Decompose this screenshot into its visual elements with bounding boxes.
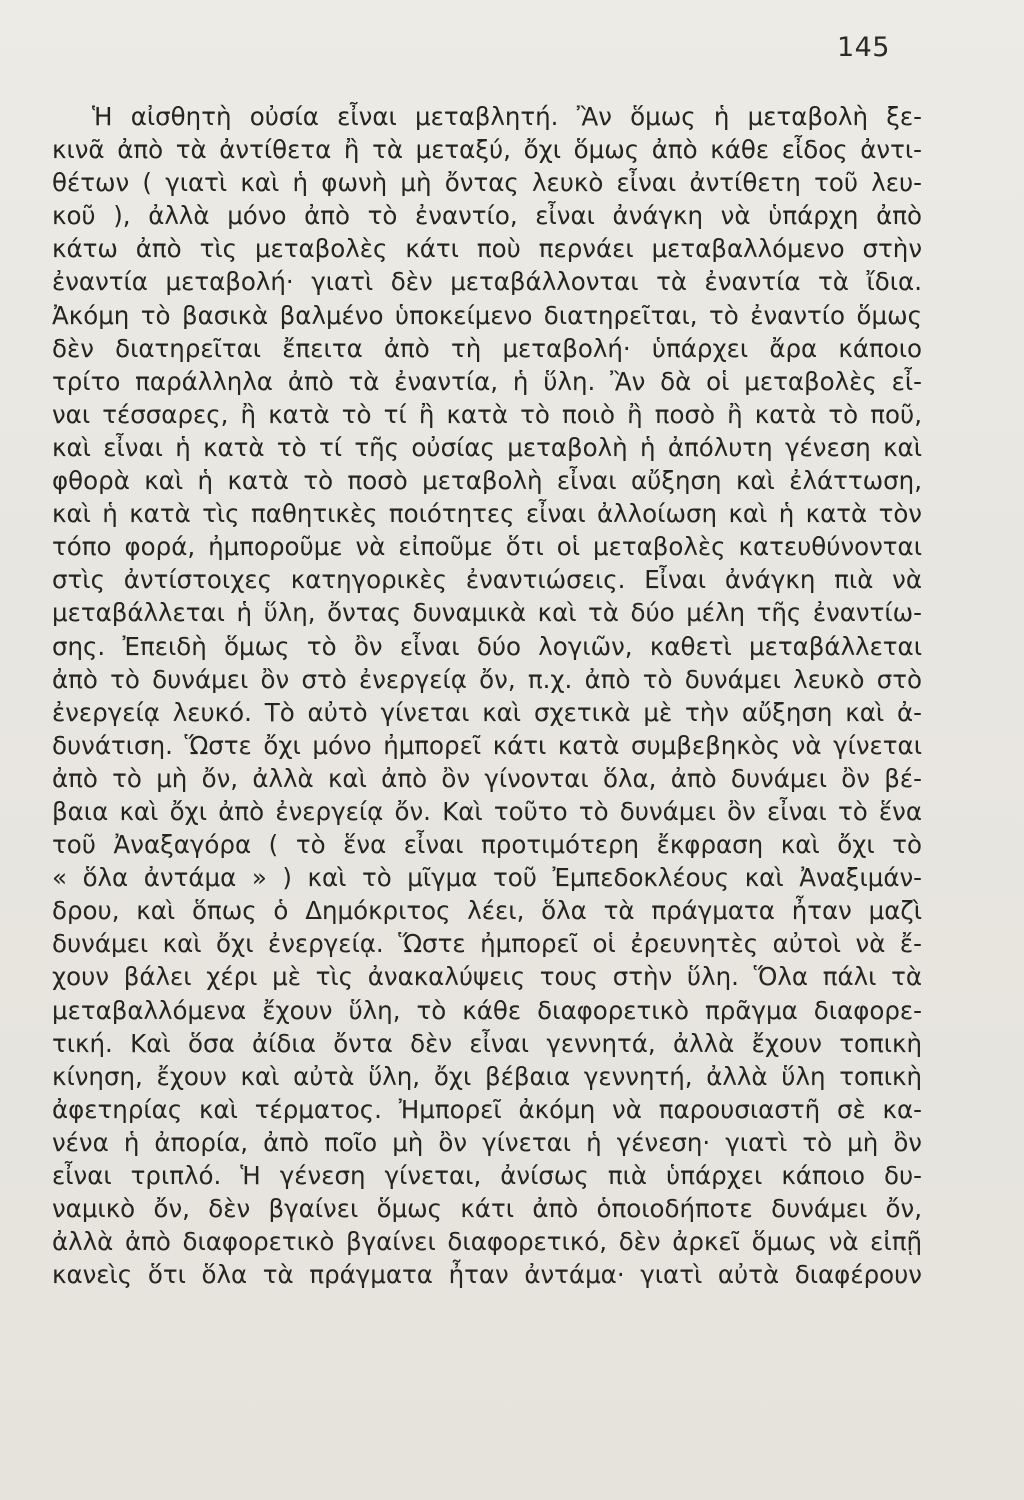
text-line: κανεὶς ὅτι ὅλα τὰ πράγματα ἦταν ἀντάμα· γιατὶ αὐτὰ διαφέρουν [52,1260,922,1290]
text-line: δυνάμει καὶ ὄχι ἐνεργείᾳ. Ὥστε ἠμπορεῖ οἱ ἐρευνητὲς αὐτοὶ νὰ ἔ- [52,929,922,959]
text-line: τική. Καὶ ὅσα ἀίδια ὄντα δὲν εἶναι γεννητά, ἀλλὰ ἔχουν τοπικὴ [52,1028,922,1058]
text-line: ἐναντία μεταβολή· γιατὶ δὲν μεταβάλλονται τὰ ἐναντία τὰ ἴδια. [52,267,922,297]
text-line: τόπο φορά, ἠμποροῦμε νὰ εἰποῦμε ὅτι οἱ μεταβολὲς κατευθύνονται [52,532,922,562]
text-line: τρίτο παράλληλα ἀπὸ τὰ ἐναντία, ἡ ὕλη. Ἂν δὰ οἱ μεταβολὲς εἶ- [52,366,922,396]
text-line: ἀπὸ τὸ δυνάμει ὂν στὸ ἐνεργείᾳ ὄν, π.χ. ἀπὸ τὸ δυνάμει λευκὸ στὸ [52,664,922,694]
text-line: στὶς ἀντίστοιχες κατηγορικὲς ἐναντιώσεις. Εἶναι ἀνάγκη πιὰ νὰ [52,565,922,595]
text-line: ναμικὸ ὄν, δὲν βγαίνει ὅμως κάτι ἀπὸ ὁποιοδήποτε δυνάμει ὄν, [52,1194,922,1224]
text-line: θέτων ( γιατὶ καὶ ἡ φωνὴ μὴ ὄντας λευκὸ εἶναι ἀντίθετη τοῦ λευ- [52,168,922,198]
text-line: φθορὰ καὶ ἡ κατὰ τὸ ποσὸ μεταβολὴ εἶναι αὔξηση καὶ ἐλάττωση, [52,466,922,496]
text-line: κινᾶ ἀπὸ τὰ ἀντίθετα ἢ τὰ μεταξύ, ὄχι ὅμως ἀπὸ κάθε εἶδος ἀντι- [52,135,922,165]
text-line: ναι τέσσαρες, ἢ κατὰ τὸ τί ἢ κατὰ τὸ ποιὸ ἢ ποσὸ ἢ κατὰ τὸ ποῦ, [52,399,922,429]
text-line: κοῦ ), ἀλλὰ μόνο ἀπὸ τὸ ἐναντίο, εἶναι ἀνάγκη νὰ ὑπάρχη ἀπὸ [52,201,922,231]
page-number: 145 [836,32,890,63]
text-line: σης. Ἐπειδὴ ὅμως τὸ ὂν εἶναι δύο λογιῶν, καθετὶ μεταβάλλεται [52,631,922,661]
text-line: μεταβαλλόμενα ἔχουν ὕλη, τὸ κάθε διαφορετικὸ πρᾶγμα διαφορε- [52,995,922,1025]
text-line: καὶ ἡ κατὰ τὶς παθητικὲς ποιότητες εἶναι ἀλλοίωση καὶ ἡ κατὰ τὸν [52,499,922,529]
text-line: ἀλλὰ ἀπὸ διαφορετικὸ βγαίνει διαφορετικό, δὲν ἀρκεῖ ὅμως νὰ εἰπῇ [52,1227,922,1257]
text-line: « ὅλα ἀντάμα » ) καὶ τὸ μῖγμα τοῦ Ἐμπεδοκλέους καὶ Ἀναξιμάν- [52,863,922,893]
text-line: δρου, καὶ ὅπως ὁ Δημόκριτος λέει, ὅλα τὰ πράγματα ἦταν μαζὶ [52,896,922,926]
text-line: ἐνεργείᾳ λευκό. Τὸ αὐτὸ γίνεται καὶ σχετικὰ μὲ τὴν αὔξηση καὶ ἀ- [52,697,922,727]
text-line: δὲν διατηρεῖται ἔπειτα ἀπὸ τὴ μεταβολή· ὑπάρχει ἄρα κάποιο [52,333,922,363]
text-line: κάτω ἀπὸ τὶς μεταβολὲς κάτι ποὺ περνάει μεταβαλλόμενο στὴν [52,234,922,264]
text-line: ἀφετηρίας καὶ τέρματος. Ἠμπορεῖ ἀκόμη νὰ παρουσιαστῆ σὲ κα- [52,1094,922,1124]
text-line: εἶναι τριπλό. Ἡ γένεση γίνεται, ἀνίσως πιὰ ὑπάρχει κάποιο δυ- [52,1161,922,1190]
text-line: νένα ἡ ἀπορία, ἀπὸ ποῖο μὴ ὂν γίνεται ἡ γένεση· γιατὶ τὸ μὴ ὂν [52,1127,922,1157]
body-text [52,100,922,1324]
text-line: ἀπὸ τὸ μὴ ὄν, ἀλλὰ καὶ ἀπὸ ὂν γίνονται ὅλα, ἀπὸ δυνάμει ὂν βέ- [52,763,922,793]
text-line: κίνηση, ἔχουν καὶ αὐτὰ ὕλη, ὄχι βέβαια γεννητή, ἀλλὰ ὕλη τοπικὴ [52,1061,922,1091]
text-line: Ἀκόμη τὸ βασικὰ βαλμένο ὑποκείμενο διατηρεῖται, τὸ ἐναντίο ὅμως [52,300,922,330]
text-line: καὶ εἶναι ἡ κατὰ τὸ τί τῆς οὐσίας μεταβολὴ ἡ ἀπόλυτη γένεση καὶ [52,432,922,462]
text-line [52,1291,922,1324]
text-line: τοῦ Ἀναξαγόρα ( τὸ ἕνα εἶναι προτιμότερη ἔκφραση καὶ ὄχι τὸ [52,830,922,860]
text-line: βαια καὶ ὄχι ἀπὸ ἐνεργείᾳ ὄν. Καὶ τοῦτο τὸ δυνάμει ὂν εἶναι τὸ ἕνα [52,796,922,826]
text-line: μεταβάλλεται ἡ ὕλη, ὄντας δυναμικὰ καὶ τὰ δύο μέλη τῆς ἐναντίω- [52,598,922,628]
text-line: Ἡ αἰσθητὴ οὐσία εἶναι μεταβλητή. Ἂν ὅμως ἡ μεταβολὴ ξε- [92,102,922,131]
text-line: δυνάτιση. Ὥστε ὄχι μόνο ἠμπορεῖ κάτι κατὰ συμβεβηκὸς νὰ γίνεται [52,730,922,760]
text-line: χουν βάλει χέρι μὲ τὶς ἀνακαλύψεις τους στὴν ὕλη. Ὅλα πάλι τὰ [52,962,922,992]
